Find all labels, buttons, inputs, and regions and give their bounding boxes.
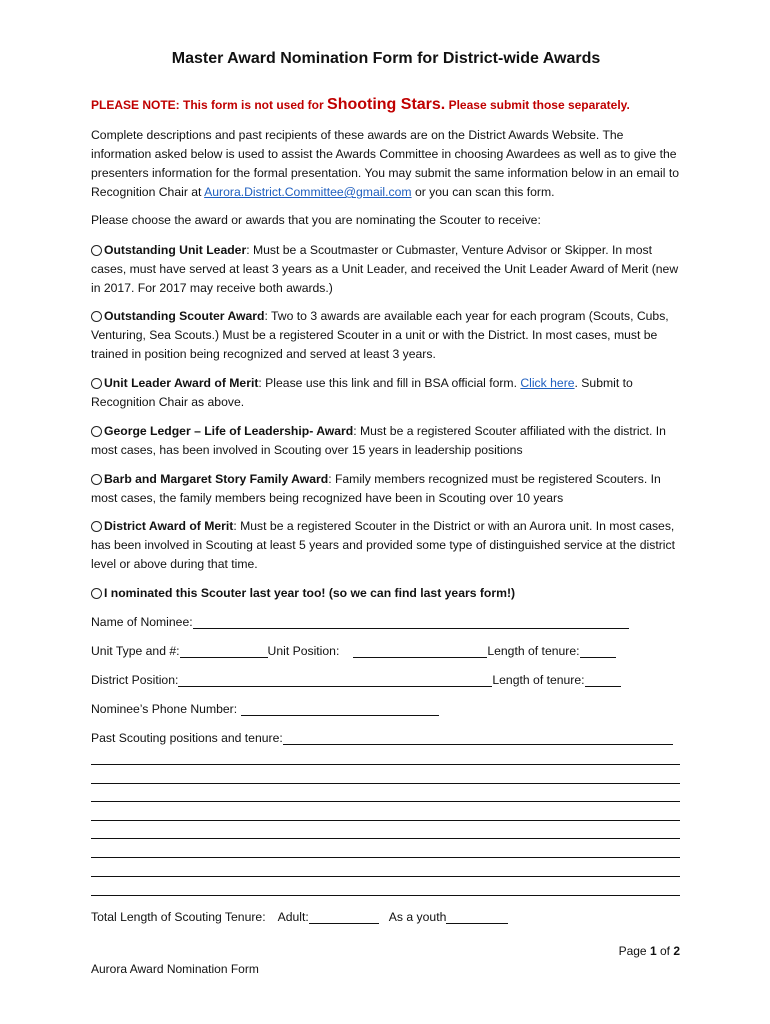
- district-position-input[interactable]: [178, 672, 492, 687]
- award-outstanding-unit-leader: [91, 241, 683, 298]
- award-radio[interactable]: [91, 521, 102, 532]
- award-desc: : Two to 3 awards are available each year for each program (Scouts, Cubs, Venturing, Sea Scouts.) Must be a registered Scouter in a unit or with the District. In most cases, must be trained in position being recognized and served at least 3 years.: [91, 309, 669, 361]
- page-current: 1: [649, 944, 657, 958]
- answer-line[interactable]: [91, 895, 680, 896]
- phone-label: Nominee’s Phone Number:: [91, 702, 238, 716]
- past-positions-label: Past Scouting positions and tenure:: [91, 731, 283, 745]
- intro-text-before: Complete descriptions and past recipients of these awards are on the District Awards Website. The information asked below is used to assist the Awards Committee in choosing Awardees as well as to give the presenters information for the formal presentation. You may submit the same information below in an email to Recognition Chair at: [91, 128, 680, 199]
- award-radio[interactable]: [91, 378, 102, 389]
- length-tenure-label: Length of tenure:: [487, 644, 580, 658]
- nominee-field: [91, 613, 629, 632]
- district-position-label: District Position:: [91, 673, 179, 687]
- youth-input[interactable]: [446, 909, 508, 924]
- page-of: of: [656, 944, 674, 958]
- length-tenure-label-2: Length of tenure:: [492, 673, 585, 687]
- phone-input[interactable]: [241, 701, 439, 716]
- award-desc: : Must be a Scoutmaster or Cubmaster, Venture Advisor or Skipper. In most cases, must have served at least 3 years as a Unit Leader, and received the Unit Leader Award of Merit (new in 2017. For 2017 may receive both awards.): [91, 243, 679, 295]
- total-length-label: Total Length of Scouting Tenure:: [91, 910, 266, 924]
- award-name: Unit Leader Award of Merit: [104, 376, 259, 390]
- award-unit-leader-merit: [91, 374, 683, 412]
- note-suffix: Please submit those separately.: [445, 98, 630, 112]
- award-name: District Award of Merit: [104, 519, 234, 533]
- note-highlight: Shooting Stars.: [327, 96, 446, 113]
- length-tenure-input-2[interactable]: [585, 672, 621, 687]
- past-positions-input[interactable]: [283, 730, 673, 745]
- answer-line[interactable]: [91, 783, 680, 784]
- footer-form-name: Aurora Award Nomination Form: [91, 962, 259, 976]
- award-outstanding-scouter: [91, 307, 683, 364]
- phone-field: [91, 700, 439, 719]
- award-name: Outstanding Scouter Award: [104, 309, 265, 323]
- click-here-link[interactable]: Click here: [520, 376, 575, 390]
- note-line: [91, 96, 630, 114]
- award-desc: : Must be a registered Scouter in the District or with an Aurora unit. In most cases, has been involved in Scouting at least 5 years and provided some type of distinguished service at the district level or above during that time.: [91, 519, 675, 571]
- page-title: Master Award Nomination Form for District-wide Awards: [171, 50, 601, 67]
- intro-paragraph: [91, 126, 683, 202]
- page-label: Page: [618, 944, 650, 958]
- answer-line[interactable]: [91, 857, 680, 858]
- unit-position-input[interactable]: [353, 643, 487, 658]
- answer-line[interactable]: [91, 801, 680, 802]
- unit-type-input[interactable]: [180, 643, 268, 658]
- award-name: Outstanding Unit Leader: [104, 243, 247, 257]
- adult-input[interactable]: [309, 909, 379, 924]
- nominee-input[interactable]: [193, 614, 629, 629]
- award-desc: : Must be a registered Scouter affiliated with the district. In most cases, has been involved in Scouting over 15 years in leadership positions: [91, 424, 666, 457]
- adult-label: Adult:: [277, 910, 309, 924]
- unit-field-row: [91, 642, 616, 661]
- answer-line[interactable]: [91, 764, 680, 765]
- award-desc: : Family members recognized must be registered Scouters. In most cases, the family members being recognized have been in Scouting over 10 years: [91, 472, 661, 505]
- award-district-merit: [91, 517, 683, 574]
- total-tenure-row: [91, 908, 508, 927]
- intro-text-after: or you can scan this form.: [411, 185, 555, 199]
- award-desc-before: : Please use this link and fill in BSA official form.: [258, 376, 521, 390]
- award-name: George Ledger – Life of Leadership- Award: [104, 424, 354, 438]
- award-desc-after: . Submit to Recognition Chair as above.: [91, 376, 633, 409]
- last-year-option: [91, 584, 683, 603]
- answer-line[interactable]: [91, 876, 680, 877]
- award-radio[interactable]: [91, 426, 102, 437]
- page-total: 2: [673, 944, 680, 958]
- choose-prompt: Please choose the award or awards that you are nominating the Scouter to receive:: [91, 213, 541, 227]
- note-prefix: PLEASE NOTE: This form is not used for: [91, 98, 328, 112]
- youth-label: As a youth: [388, 910, 447, 924]
- award-george-ledger: [91, 422, 683, 460]
- award-name: Barb and Margaret Story Family Award: [104, 472, 329, 486]
- unit-type-label: Unit Type and #:: [91, 644, 180, 658]
- past-positions-field: [91, 729, 673, 748]
- award-radio[interactable]: [91, 474, 102, 485]
- nominee-label: Name of Nominee:: [91, 615, 193, 629]
- last-year-label: I nominated this Scouter last year too! (so we can find last years form!): [104, 586, 516, 600]
- page-number: [619, 944, 680, 958]
- unit-position-label: Unit Position:: [267, 644, 340, 658]
- last-year-radio[interactable]: [91, 588, 102, 599]
- award-story-family: [91, 470, 683, 508]
- email-link[interactable]: Aurora.District.Committee@gmail.com: [204, 185, 412, 199]
- district-field-row: [91, 671, 621, 690]
- length-tenure-input[interactable]: [580, 643, 616, 658]
- award-radio[interactable]: [91, 311, 102, 322]
- answer-line[interactable]: [91, 820, 680, 821]
- answer-line[interactable]: [91, 838, 680, 839]
- award-radio[interactable]: [91, 245, 102, 256]
